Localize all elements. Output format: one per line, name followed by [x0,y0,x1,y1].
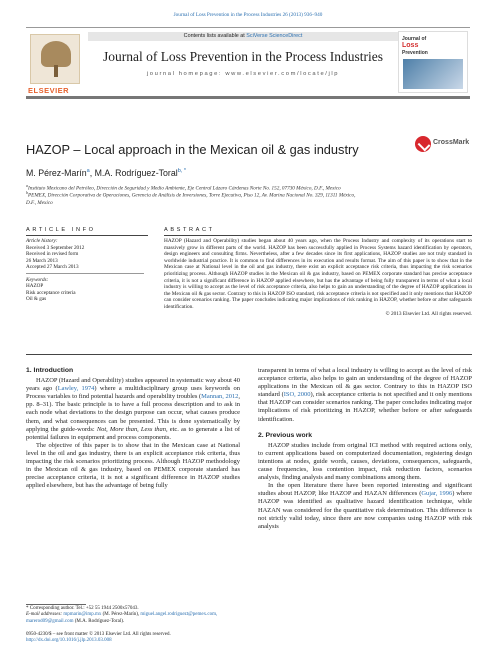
author-2-affil[interactable]: b, * [177,168,186,175]
author-1-affil[interactable]: a [86,168,90,175]
affil-a-text: Instituto Mexicano del Petróleo, Dirección de Seguridad y Medio Ambiente, Eje Central Lázaro Cárdenas Norte No. 152, 07730 México, D.F., Mexico [28,185,341,192]
spacer [258,424,472,432]
text: , etc. as to generate a list of potential failures in equipment and process components. [26,425,240,441]
journal-header [26,27,470,99]
author-1: M. Pérez-Marín [26,168,87,178]
article-info-rule [26,235,148,236]
article-title: HAZOP – Local approach in the Mexican oil & gas industry [26,142,359,157]
keyword: HAZOP [26,283,44,289]
guide-words: Not, More than, Less than [96,425,166,433]
keyword: Oil & gas [26,296,47,302]
accepted-date: Accepted 27 March 2013 [26,264,79,270]
journal-homepage[interactable]: journal homepage: www.elsevier.com/locate/jlp [146,71,340,77]
doi-link[interactable]: http://dx.doi.org/10.1016/j.jlp.2013.03.008 [26,638,112,644]
abstract-heading: ABSTRACT [164,227,215,233]
affil-b-marker: b [26,190,28,195]
citation-link[interactable]: Gujar, 1996 [421,490,453,498]
footnote-rule [26,604,86,605]
body-left-column [26,367,240,490]
article-info-heading: ARTICLE INFO [26,227,96,233]
cover-line1: Journal of [402,36,427,42]
abstract [164,238,472,317]
journal-cover [398,31,468,93]
author-2: M.A. Rodríguez-Toral [94,168,178,178]
revised-label: Received in revised form [26,251,79,257]
crossmark-label: CrossMark [433,139,470,146]
elsevier-tree-logo [30,34,80,84]
cover-image [403,59,463,89]
cover-line3: Prevention [402,50,428,56]
text: , pp. 8–31). The basic principle is to have a full process description and to ask in each node what deviations to the design purpose can occur, what causes produce them, and what consequences can be presented. This is done systematically by applying the guide-words: [26,393,240,433]
publisher-name: ELSEVIER [28,86,70,95]
text: In the open literature there have been reported interesting and significant studies about HAZOP, like HAZOP and HAZAN differences ( [258,482,472,498]
footnote-text: Corresponding author. Tel.: +52 55 1944 2500x57043. [29,606,139,611]
received-date: Received 3 September 2012 [26,244,85,251]
keyword: Risk acceptance criteria [26,289,76,296]
text: ) where HAZOP was identified as qualitative hazard identification technique, while HAZAN was considered for the quantitative risk determination. This difference is not strictly valid today, since there are now companies using HAZOP with risk analysis [258,490,472,530]
email-line [26,612,240,625]
affil-a-marker: a [26,183,28,188]
email-owner: (M.A. Rodríguez-Toral). [73,618,125,624]
contents-bar [88,32,398,41]
paragraph [258,367,472,424]
section-1-heading: 1. Introduction [26,367,74,374]
paragraph: The objective of this paper is to show that in the Mexican case at National level in the oil and gas industry, there is an explicit acceptance risk criteria, thus impacting the risk scenarios prioritizing process. Although HAZOP methodology in the Mexican oil & gas industry, based on PEMEX corporate standard has precise acceptance criteria, it is not a significant difference in HAZOP studies applied elsewhere, but has the advantage of being fully [26,441,240,490]
contents-prefix: Contents lists available at [183,33,247,39]
body-divider [26,354,472,355]
tree-canopy [41,41,71,67]
revised-date: 26 March 2013 [26,257,58,264]
text: ) where a multidisciplinary group uses keywords on Process variables to find potential hazards and operability troubles ( [26,385,240,401]
affiliation-b [26,190,466,206]
footnote-marker: * [26,606,30,611]
section-2-heading: 2. Previous work [258,431,313,439]
article-info [26,238,146,303]
text: HAZOP (Hazard and Operability) studies appeared in systematic way about 40 years ago ( [26,377,240,393]
tree-trunk [54,65,58,77]
cover-line2: Loss [402,42,419,49]
abstract-copyright: © 2013 Elsevier Ltd. All rights reserved. [385,310,472,317]
paragraph [26,377,240,442]
paragraph [258,482,472,531]
email-label: E-mail addresses: [26,612,64,618]
issn-block [26,632,266,645]
journal-reference[interactable]: Journal of Loss Prevention in the Process Industries 26 (2013) 936–940 [173,12,323,18]
text: transparent in terms of what a local industry is willing to accept as the level of risk acceptance criteria, also helps to gain an understanding of the degree of HAZOP applications in the Mexican oil & gas sector. Contrary to this in HAZOP ISO standard ( [258,367,472,399]
author-list [26,168,186,178]
abstract-text: HAZOP (Hazard and Operability) studies began about 40 years ago, when the Process Industry and complexity of its operations start to massively grow in different parts of the world. HAZOP has been successfully applied in Process Systems hazard identification by operators, design engineers and consulting firms. Nevertheless, after a few decades since its first applications, HAZOP studies are not truly standard in worldwide industrial practice. It is common to find differences in its execution and results format. The aim of this paper is to show that in the Mexican case at National level in the oil and gas industry, there exist an explicit acceptance risk criteria, thus impacting the risk scenarios prioritizing process. Although HAZOP studies in the Mexican oil & gas industry, based on PEMEX corporate standard has precise acceptance criteria, it is not a significant difference in HAZOP applied elsewhere, but has the advantage of being fully transparent in terms of what a local industry is willing to accept as the level of risk acceptance criteria, also helps to gain an understanding of the degree of HAZOP applications in the Mexican oil & gas sector. Contrary to this in HAZOP ISO standard, risk acceptance criteria is not specified and it only mentions that HAZOP can consider scenarios ranking. The paper concludes indicating major implications of risk ranking in HAZOP, whether before or after safeguards identification. [164,238,472,310]
text: ), risk acceptance criteria is not specified and it only mentions that HAZOP can consider scenarios ranking. The paper concludes indicating major implications of risk prioritizing in HAZOP, whether before or after safeguards identification. [258,391,473,423]
paragraph: HAZOP studies include from original ICI method with required actions only, to current applications based on computerized documentation, registering design intentions at nodes, guide words, causes, deviations, consequences, safeguards, cause frequencies, loss contention impact, risk reduction factors, scenarios analysis, finding analysis and many combinations among them. [258,441,472,482]
info-divider [26,273,144,274]
citation-link[interactable]: Lawley, 1974 [57,385,95,393]
issn-line: 0950-4230/$ – see front matter © 2013 Elsevier Ltd. All rights reserved. [26,632,171,637]
affil-b-text: PEMEX, Dirección Corporativa de Operaciones, Gerencia de Análisis de Inversiones, Torre Ejecutiva, Piso 12, Av. Marina Nacional No. 329, 11311 México, [28,192,356,199]
citation-link[interactable]: ISO, 2000 [283,391,311,399]
footnote [26,606,240,625]
keywords-label: Keywords: [26,276,49,283]
email-link[interactable]: mpmarin@imp.mx [63,612,102,618]
affil-b-text-cont: D.F., Mexico [26,199,53,206]
history-label: Article history: [26,238,58,244]
email-owner: (M. Pérez-Marín), [101,612,141,618]
abstract-rule [164,235,472,236]
crossmark-badge[interactable] [415,134,475,154]
crossmark-icon [415,136,431,152]
sciencedirect-link[interactable]: SciVerse ScienceDirect [246,33,303,39]
journal-title: Journal of Loss Prevention in the Process Industries [102,49,384,64]
email-link[interactable]: miguel.angel.rodriguezt@pemex.com, marerod09@gmail.com [26,612,218,624]
citation-link[interactable]: Mannan, 2012 [201,393,239,401]
author-separator: , [89,168,95,178]
body-right-column [258,367,472,531]
